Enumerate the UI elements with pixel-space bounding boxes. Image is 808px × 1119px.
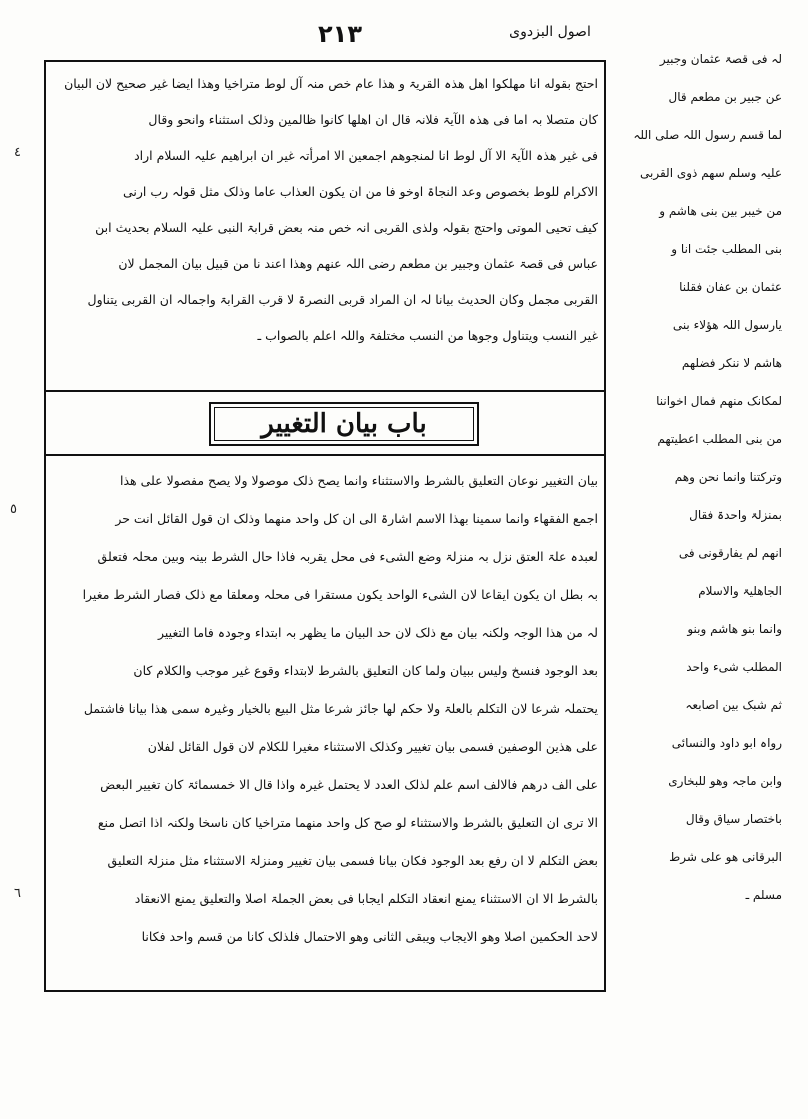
- running-title: اصول البزدوی: [509, 24, 591, 40]
- text-line: بالشرط الا ان الاستثناء یمنع انعقاد التکلم ایجابا فی بعض الجملۃ اصلا والتعلیق یمنع الانعقاد: [134, 891, 598, 906]
- side-line: انھم لم یفارقونی فی: [678, 546, 782, 560]
- text-line: بہ بطل ان یکون ایقاعا لان الشیء الواحد یکون مستقرا فی محلہ ومعلقا مع ذلک فصار الشرط مغیرا: [82, 587, 598, 602]
- side-commentary: [622, 40, 782, 914]
- text-line: غیر النسب ویتناول وجوھا من النسب مختلفۃ واللہ اعلم بالصواب ـ: [257, 328, 598, 343]
- chapter-heading: باب بیان التغییر: [261, 409, 427, 439]
- page-number: ٢١٣: [318, 20, 362, 48]
- side-line: وترکتنا وانما نحن وھم: [674, 470, 782, 484]
- side-line: ثم شبک بین اصابعہ: [685, 698, 782, 712]
- side-line: بنی المطلب جئت انا و: [671, 242, 782, 256]
- text-line: احتج بقوله انا مهلکوا اهل ھذہ القریۃ و ھذا عام خص منہ آل لوط متراخیا وھذا ایضا غیر صحیح لان البیان: [64, 76, 598, 91]
- text-line: کیف تحیی الموتی واحتج بقولہ ولذی القربی انہ خص منہ بعض قرابۃ النبی علیہ السلام بحدیث ابن: [95, 220, 598, 235]
- text-line: کان متصلا بہ اما فی ھذہ الآیۃ فلانہ قال ان اھلھا کانوا ظالمین وذلک استثناء وانحو وقال: [148, 112, 598, 127]
- side-line: علیہ وسلم سھم ذوی القربی: [640, 166, 782, 180]
- side-line: لما قسم رسول اللہ صلی اللہ: [633, 128, 782, 142]
- side-line: بمنزلۃ واحدۃ فقال: [689, 508, 782, 522]
- side-line: عثمان بن عفان فقلنا: [679, 280, 782, 294]
- text-line: فی غیر ھذہ الآیۃ الا آل لوط انا لمنجوھم اجمعین الا امرأتہ غیر ان ابراھیم علیہ السلام اراد: [134, 148, 598, 163]
- side-line: باختصار سیاق وقال: [685, 812, 782, 826]
- side-line: رواہ ابو داود والنسائی: [671, 736, 782, 750]
- text-line: القربی مجمل وکان الحدیث بیانا لہ ان المراد قربی النصرۃ لا قرب القرابۃ واجمالہ ان القربی یتناول: [87, 292, 598, 307]
- margin-mark: ٥: [10, 502, 17, 517]
- side-line: مسلم ـ: [745, 888, 782, 902]
- side-line: لمکانک منھم فمال اخواننا: [656, 394, 782, 408]
- section-divider-top: [46, 390, 604, 392]
- text-line: علی ھذین الوصفین فسمی بیان تغییر وکذلک الاستثناء مغیرا للکلام لان قول القائل لفلان: [147, 739, 598, 754]
- side-line: لہ فی قصۃ عثمان وجبیر: [659, 52, 782, 66]
- side-line: یارسول اللہ ھؤلاء بنی: [672, 318, 782, 332]
- side-line: البرقانی ھو علی شرط: [669, 850, 782, 864]
- side-line: من بنی المطلب اعطیتھم: [657, 432, 782, 446]
- text-line: لہ من ھذا الوجہ ولکنہ بیان مع ذلک لان حد البیان ما یظھر بہ ابتداء وجودہ فاما التغییر: [158, 625, 598, 640]
- section-divider-bottom: [46, 454, 604, 456]
- side-line: عن جبیر بن مطعم قال: [668, 90, 782, 104]
- side-line: من خیبر بین بنی ھاشم و: [659, 204, 782, 218]
- margin-mark: ٤: [14, 145, 21, 160]
- text-line: لعبدہ علۃ العتق نزل بہ منزلۃ وضع الشیء فی محل یقربہ فاذا حال الشرط بینہ وبین محلہ فتعلق: [97, 549, 598, 564]
- side-line: وابن ماجہ وھو للبخاری: [668, 774, 782, 788]
- side-line: وانما بنو ھاشم وبنو: [687, 622, 782, 636]
- side-line: الجاھلیۃ والاسلام: [698, 584, 782, 598]
- text-line: لاحد الحکمین اصلا وھو الایجاب ویبقی الثانی وھو الاحتمال فلذلک کانا من قسم واحد فکانا: [141, 929, 598, 944]
- text-line: علی الف درھم فالالف اسم علم لذلک العدد لا یحتمل غیرہ واذا قال الا خمسمائۃ کان تغییر البعض: [100, 777, 598, 792]
- lower-text-block: [52, 462, 598, 956]
- text-line: الاکرام للوط بخصوص وعد النجاۃ اوخو فا من ان یکون العذاب عاما وذلک مثل قولہ رب ارنی: [122, 184, 598, 199]
- text-line: بعض التکلم لا ان رفع بعد الوجود فکان بیانا فسمی بیان تغییر ومنزلۃ الاستثناء مثل منزلۃ التعلیق: [107, 853, 598, 868]
- chapter-heading-box: [209, 402, 479, 446]
- text-line: الا تری ان التعلیق بالشرط والاستثناء لو صح کل واحد منھما متراخیا کان ناسخا ولکنہ اذا اتصل منع: [97, 815, 598, 830]
- main-text-frame: [44, 60, 606, 992]
- text-line: بعد الوجود فنسخ ولیس ببیان ولما کان التعلیق بالشرط لابتداء وقوع غیر موجب والکلام کان: [133, 663, 598, 678]
- text-line: یحتملہ شرعا لان التکلم بالعلۃ ولا حکم لھا جائز شرعا مثل البیع بالخیار وغیرہ سمی ھذا بیانا فاشتمل: [83, 701, 598, 716]
- margin-mark: ٦: [14, 886, 21, 901]
- side-line: ھاشم لا ننکر فضلھم: [681, 356, 782, 370]
- chapter-heading-inner-border: [214, 407, 474, 441]
- text-line: عباس فی قصۃ عثمان وجبیر بن مطعم رضی اللہ عنھم وھذا اعند نا من قبیل بیان المجمل لان: [118, 256, 598, 271]
- side-line: المطلب شیء واحد: [686, 660, 782, 674]
- text-line: اجمع الفقھاء وانما سمینا بھذا الاسم اشارۃ الی ان کل واحد منھما وذلک ان قول القائل انت حر: [115, 511, 598, 526]
- upper-text-block: [52, 66, 598, 354]
- text-line: بیان التغییر نوعان التعلیق بالشرط والاستثناء وانما یصح ذلک موصولا ولا یصح مفصولا علی ھذا: [120, 473, 598, 488]
